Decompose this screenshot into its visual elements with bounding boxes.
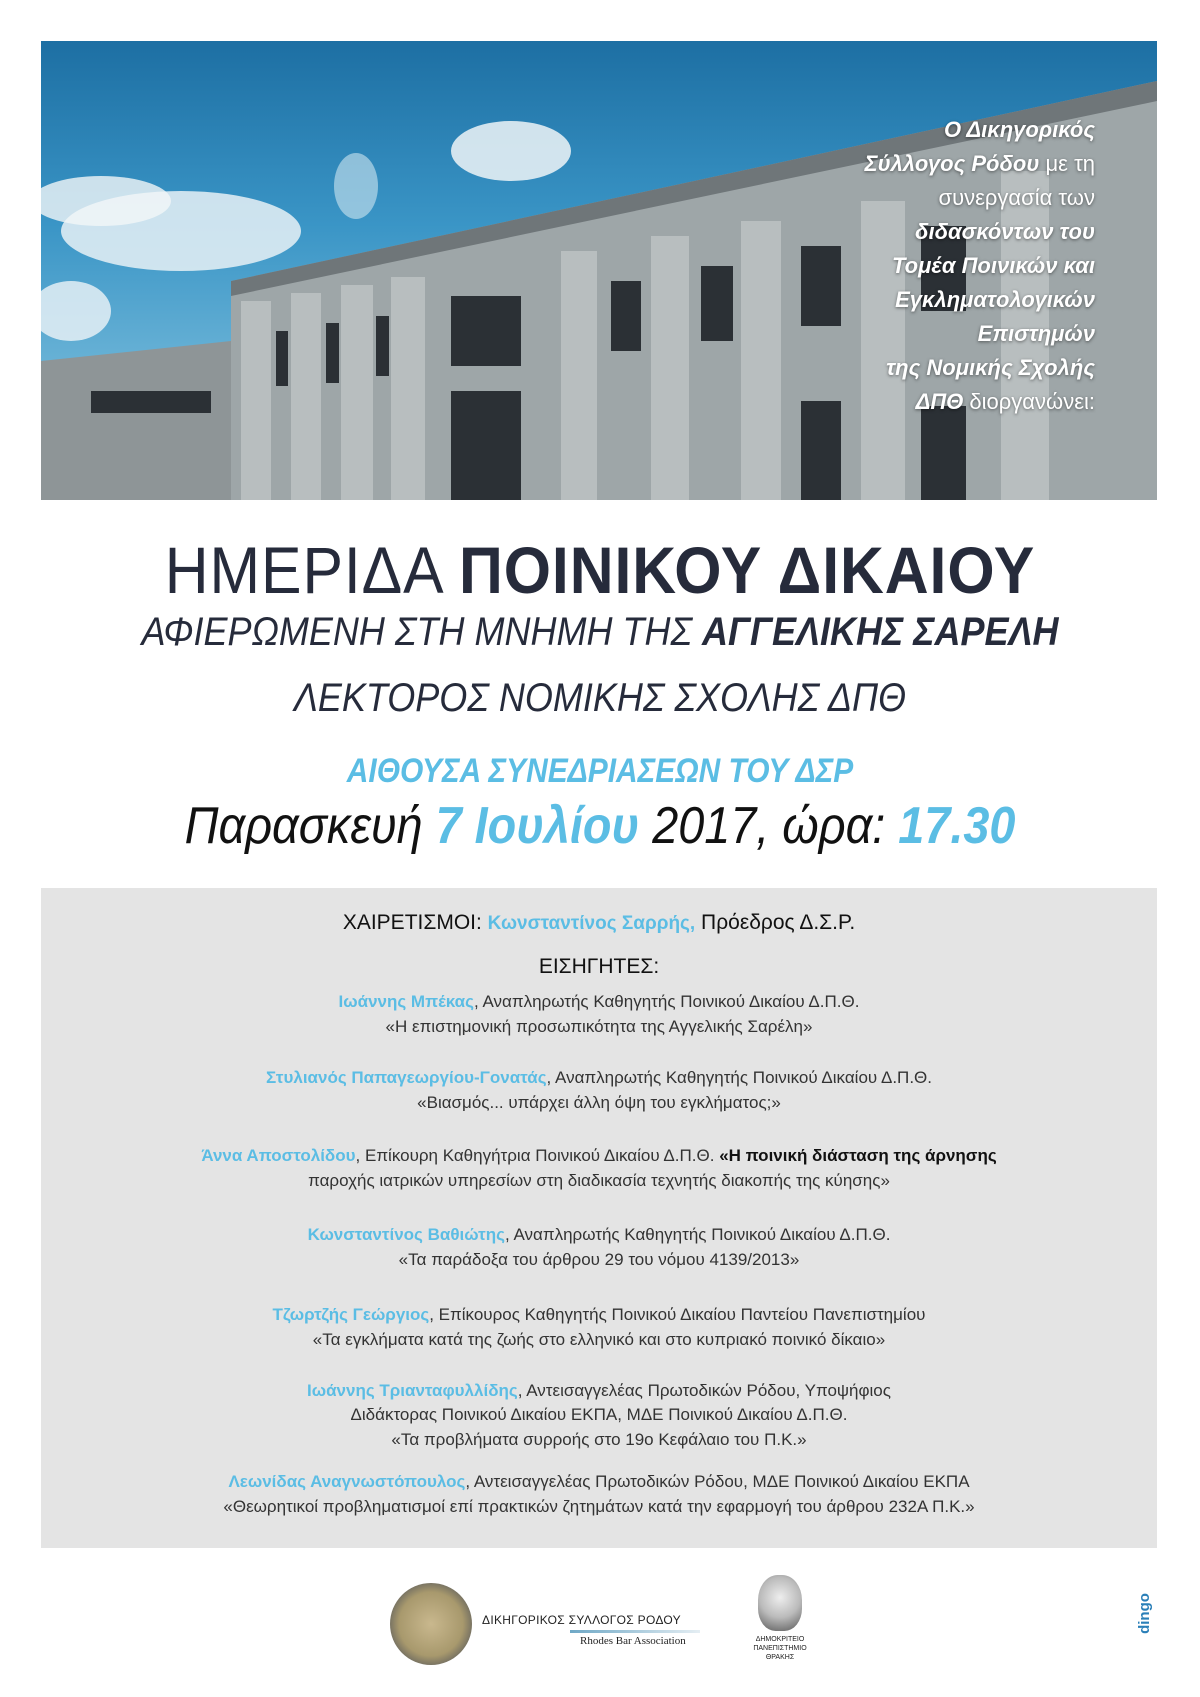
speaker-name: Λεωνίδας Αναγνωστόπουλος [228,1472,466,1491]
speaker-name: Τζωρτζής Γεώργιος [272,1305,430,1324]
speaker-topic: «Η ποινική διάσταση της άρνησης [719,1146,997,1165]
speaker-line [41,1068,1157,1088]
speaker-role-cont: Διδάκτορας Ποινικού Δικαίου ΕΚΠΑ, ΜΔΕ Ποινικού Δικαίου Δ.Π.Θ. [350,1405,848,1424]
dedication-text: ΑΦΙΕΡΩΜΕΝΗ ΣΤΗ ΜΝΗΜΗ ΤΗΣ [141,610,703,654]
speaker-line [41,1146,1157,1166]
bar-association-seal [390,1583,472,1665]
speaker-role: , Αντεισαγγελέας Πρωτοδικών Ρόδου, Υποψήφιος [517,1381,891,1400]
speaker-name: Ιωάννης Μπέκας [338,992,474,1011]
university-line: ΠΑΝΕΠΙΣΤΗΜΙΟ [753,1645,807,1652]
date-day: Παρασκευή [184,797,436,855]
event-subtitle: ΛΕΚΤΟΡΟΣ ΝΟΜΙΚΗΣ ΣΧΟΛΗΣ ΔΠΘ [293,676,907,720]
event-title [48,532,1152,608]
speaker-topic: «Βιασμός... υπάρχει άλλη όψη του εγκλήματος;» [417,1093,781,1112]
intro-text [865,113,1095,419]
speaker-role: , Επίκουρος Καθηγητής Ποινικού Δικαίου Παντείου Πανεπιστημίου [429,1305,926,1324]
speaker-line [41,1305,1157,1325]
bar-association-name: ΔΙΚΗΓΟΡΙΚΟΣ ΣΥΛΛΟΓΟΣ ΡΟΔΟΥ [482,1613,681,1627]
speaker-name: Άννα Αποστολίδου [201,1146,356,1165]
speaker-name: Κωνσταντίνος Βαθιώτης [307,1225,505,1244]
divider-line [570,1630,700,1633]
speaker-line [41,1472,1157,1492]
date-time: 17.30 [898,797,1016,855]
intro-line: της Νομικής Σχολής [886,355,1095,380]
designer-logo: dingo [1135,1593,1153,1634]
speaker-role: , Αναπληρωτής Καθηγητής Ποινικού Δικαίου Δ.Π.Θ. [504,1225,891,1244]
speaker-topic: «Τα προβλήματα συρροής στο 19ο Κεφάλαιο του Π.Κ.» [391,1430,807,1449]
speaker-topic: «Τα εγκλήματα κατά της ζωής στο ελληνικό και στο κυπριακό ποινικό δίκαιο» [312,1330,886,1349]
intro-line: Εγκληματολογικών [895,287,1095,312]
greetings-name: Κωνσταντίνος Σαρρής, [487,913,696,934]
title-part: ΠΟΙΝΙΚΟΥ ΔΙΚΑΙΟΥ [458,533,1036,607]
intro-line: διδασκόντων του [915,219,1095,244]
program-box [41,888,1157,1548]
speaker-role: , Αντεισαγγελέας Πρωτοδικών Ρόδου, ΜΔΕ Ποινικού Δικαίου ΕΚΠΑ [465,1472,970,1491]
speaker-topic: παροχής ιατρικών υπηρεσίων στη διαδικασία τεχνητής διακοπής της κύησης» [308,1171,890,1190]
speaker-topic: «Η επιστημονική προσωπικότητα της Αγγελικής Σαρέλη» [385,1017,813,1036]
speaker-role: , Αναπληρωτής Καθηγητής Ποινικού Δικαίου Δ.Π.Θ. [473,992,860,1011]
date-date: 7 Ιουλίου [435,797,640,855]
speaker-line [41,1225,1157,1245]
bar-association-name-en: Rhodes Bar Association [580,1635,686,1647]
democritus-head-icon [758,1575,802,1631]
date-year: 2017, ώρα: [639,797,899,855]
greetings-label: ΧΑΙΡΕΤΙΣΜΟΙ: [342,911,488,934]
intro-line: Ο Δικηγορικός [943,117,1095,142]
intro-line: Επιστημών [977,321,1095,346]
intro-line: με τη [1039,151,1095,176]
speakers-heading: ΕΙΣΗΓΗΤΕΣ: [538,955,660,978]
event-dedication [60,610,1140,655]
dedication-name: ΑΓΓΕΛΙΚΗΣ ΣΑΡΕΛΗ [702,610,1059,654]
header-photo-courthouse [41,41,1157,500]
intro-line: Τομέα Ποινικών και [892,253,1095,278]
title-part: ΗΜΕΡΙΔΑ [164,533,459,607]
footer-logos [0,1575,1200,1675]
intro-line: διοργανώνει: [963,389,1095,414]
intro-line: ΔΠΘ [915,389,964,414]
greetings [41,911,1157,935]
speaker-line [41,992,1157,1012]
event-date [60,796,1140,856]
university-name [745,1635,815,1662]
speaker-name: Στυλιανός Παπαγεωργίου-Γονατάς [265,1068,547,1087]
speaker-role: , Αναπληρωτής Καθηγητής Ποινικού Δικαίου Δ.Π.Θ. [546,1068,933,1087]
greetings-role: Πρόεδρος Δ.Σ.Ρ. [695,911,856,934]
university-line: ΘΡΑΚΗΣ [765,1654,795,1661]
speaker-line [41,1381,1157,1401]
speaker-topic: «Θεωρητικοί προβληματισμοί επί πρακτικών ζητημάτων κατά την εφαρμογή του άρθρου 232Α Π.Κ.» [223,1497,975,1516]
speaker-role: , Επίκουρη Καθηγήτρια Ποινικού Δικαίου Δ.Π.Θ. [355,1146,720,1165]
intro-line: συνεργασία των [938,185,1095,210]
speaker-topic: «Τα παράδοξα του άρθρου 29 του νόμου 4139/2013» [398,1250,800,1269]
university-line: ΔΗΜΟΚΡΙΤΕΙΟ [755,1636,805,1643]
event-venue: ΑΙΘΟΥΣΑ ΣΥΝΕΔΡΙΑΣΕΩΝ ΤΟΥ ΔΣΡ [346,752,854,790]
speaker-name: Ιωάννης Τριανταφυλλίδης [307,1381,518,1400]
intro-line: Σύλλογος Ρόδου [864,151,1040,176]
